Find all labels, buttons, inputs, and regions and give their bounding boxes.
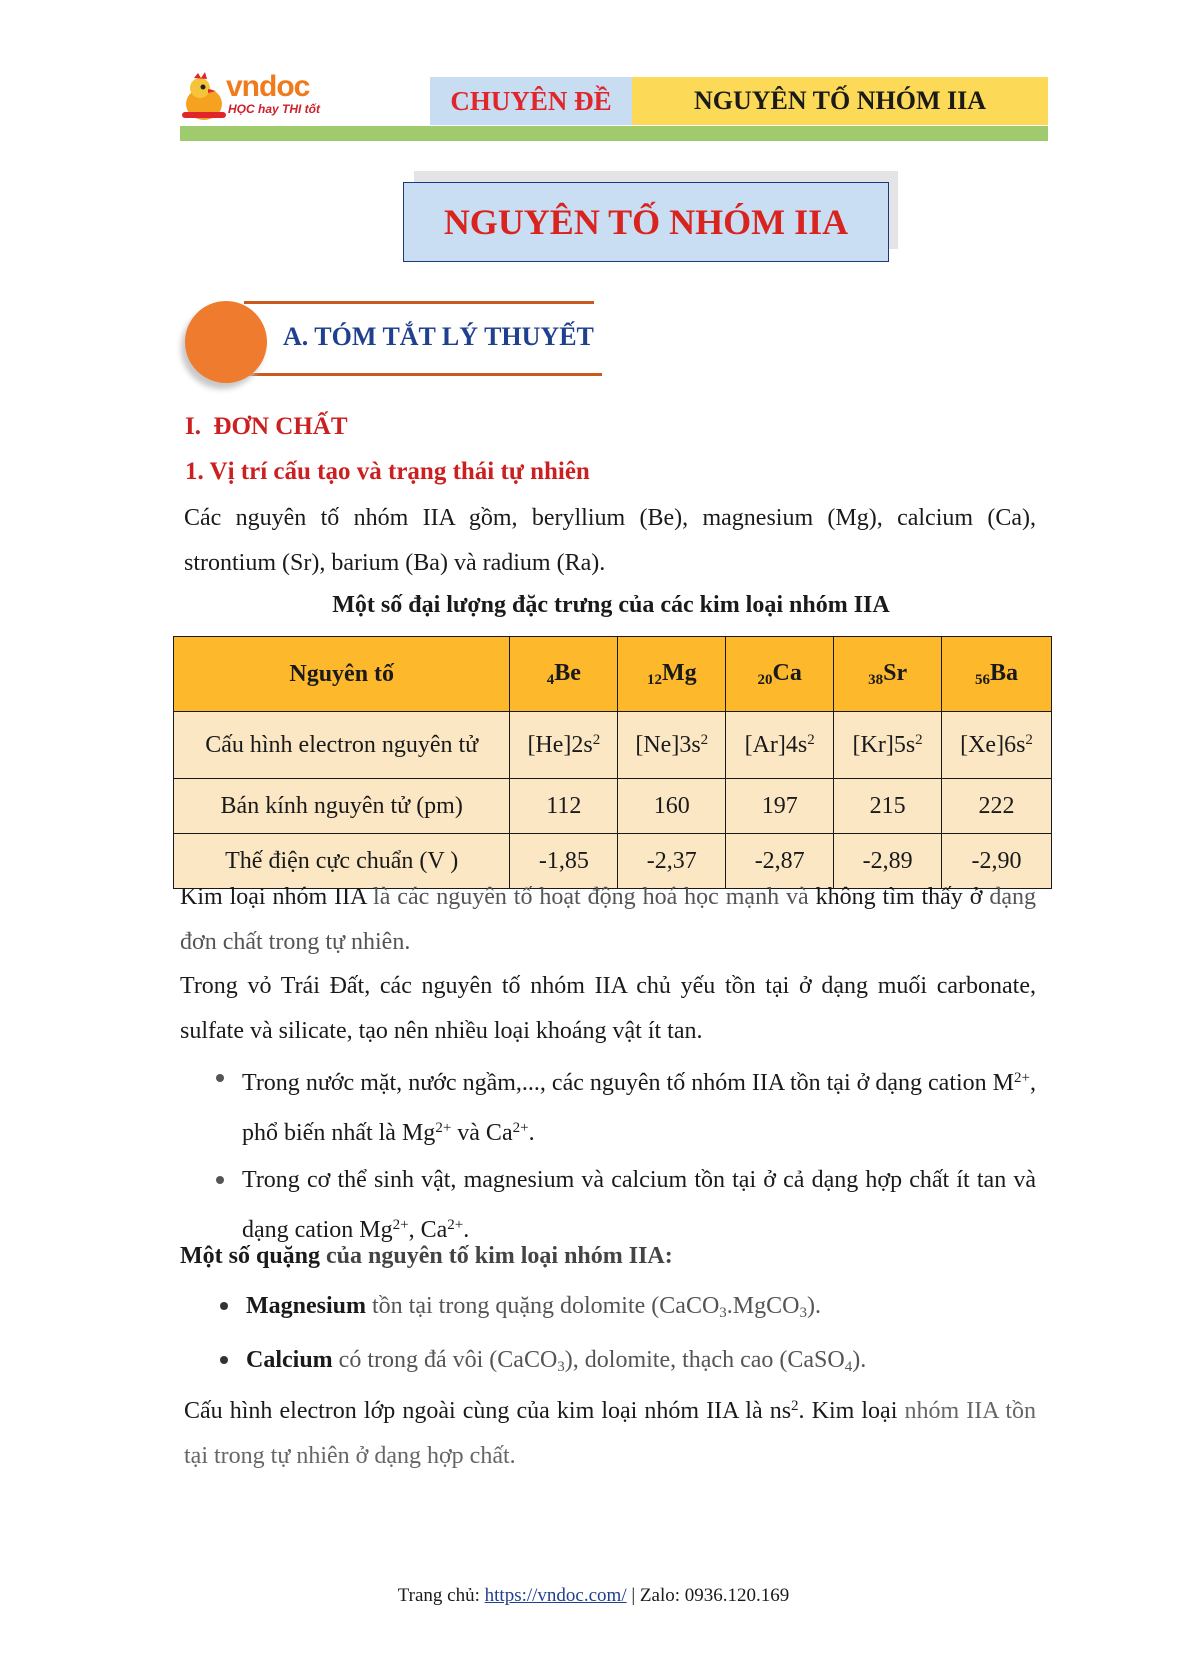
bullet-icon bbox=[220, 1356, 228, 1364]
logo-slogan: HỌC hay THI tốt bbox=[228, 102, 320, 116]
table-cell: -1,85 bbox=[510, 834, 618, 889]
list-item: Calcium có trong đá vôi (CaCO$_3$), dolomite, thạch cao (CaSO$_4$). bbox=[218, 1338, 1040, 1390]
section-circle-icon bbox=[185, 301, 267, 383]
homepage-link[interactable]: https://vndoc.com/ bbox=[484, 1585, 627, 1606]
page-title: NGUYÊN TỐ NHÓM IIA bbox=[403, 182, 889, 262]
element-cell: $_4$Be bbox=[510, 637, 618, 712]
topic-label: NGUYÊN TỐ NHÓM IIA bbox=[632, 77, 1048, 125]
table-cell: -2,89 bbox=[834, 834, 942, 889]
table-cell: 222 bbox=[942, 779, 1052, 834]
table-cell: -2,37 bbox=[618, 834, 726, 889]
table-cell: $[Kr]5s^2$ bbox=[834, 712, 942, 779]
occurrence-list bbox=[214, 1056, 1036, 1255]
table-cell: $[Ne]3s^2$ bbox=[618, 712, 726, 779]
heading-vi-tri: 1. Vị trí cấu tạo và trạng thái tự nhiên bbox=[185, 458, 590, 485]
table-cell: -2,87 bbox=[726, 834, 834, 889]
section-heading: A. TÓM TẮT LÝ THUYẾT bbox=[283, 322, 594, 351]
table-cell: $[He]2s^2$ bbox=[510, 712, 618, 779]
table-cell: 215 bbox=[834, 779, 942, 834]
section-line-bottom bbox=[244, 373, 602, 376]
table-header-row bbox=[174, 637, 1052, 712]
bullet-icon bbox=[216, 1176, 224, 1184]
table-cell: 112 bbox=[510, 779, 618, 834]
page-footer: Trang chủ: https://vndoc.com/ | Zalo: 0936.120.169 bbox=[397, 1585, 790, 1606]
properties-table bbox=[173, 636, 1052, 889]
table-row bbox=[174, 779, 1052, 834]
row-label: Bán kính nguyên tử (pm) bbox=[174, 779, 510, 834]
table-caption: Một số đại lượng đặc trưng của các kim loại nhóm IIA bbox=[332, 592, 890, 618]
chuyen-de-label: CHUYÊN ĐỀ bbox=[430, 77, 632, 125]
logo-text: vndoc bbox=[226, 70, 310, 103]
ores-list bbox=[218, 1284, 1040, 1392]
row-label: Cấu hình electron nguyên tử bbox=[174, 712, 510, 779]
ores-heading: Một số quặng của nguyên tố kim loại nhóm IIA: bbox=[180, 1243, 673, 1269]
table-cell: -2,90 bbox=[942, 834, 1052, 889]
list-item: Magnesium tồn tại trong quặng dolomite (CaCO$_3$.MgCO$_3$). bbox=[218, 1284, 1040, 1336]
table-cell: $[Ar]4s^2$ bbox=[726, 712, 834, 779]
intro-paragraph: Các nguyên tố nhóm IIA gồm, beryllium (Be), magnesium (Mg), calcium (Ca), strontium (Sr), barium (Ba) và radium (Ra). bbox=[184, 505, 1036, 576]
table-cell: $[Xe]6s^2$ bbox=[942, 712, 1052, 779]
element-cell: $_{56}$Ba bbox=[942, 637, 1052, 712]
element-cell: $_{38}$Sr bbox=[834, 637, 942, 712]
element-cell: $_{20}$Ca bbox=[726, 637, 834, 712]
bullet-icon bbox=[220, 1302, 228, 1310]
paragraph-earth-crust: Trong vỏ Trái Đất, các nguyên tố nhóm IIA chủ yếu tồn tại ở dạng muối carbonate, sulfate và silicate, tạo nên nhiều loại khoáng vật ít tan. bbox=[180, 973, 1036, 1044]
rooster-mascot-icon bbox=[178, 72, 230, 124]
list-item: Trong nước mặt, nước ngầm,..., các nguyên tố nhóm IIA tồn tại ở dạng cation $M^{2+}$, phổ biến nhất là $Mg^{2+}$ và $Ca^{2+}$. bbox=[214, 1056, 1036, 1156]
table-cell: 197 bbox=[726, 779, 834, 834]
section-line-top bbox=[244, 301, 594, 304]
header-divider bbox=[180, 126, 1048, 141]
row-label: Thế điện cực chuẩn (V ) bbox=[174, 834, 510, 889]
paragraph-electron-config: Cấu hình electron lớp ngoài cùng của kim loại nhóm IIA là $ns^2$. Kim loại nhóm IIA tồn tại trong tự nhiên ở dạng hợp chất. bbox=[184, 1398, 1037, 1469]
list-item: Trong cơ thể sinh vật, magnesium và calcium tồn tại ở cả dạng hợp chất ít tan và dạng cation $Mg^{2+}$, $Ca^{2+}$. bbox=[214, 1158, 1036, 1253]
bullet-icon bbox=[216, 1074, 224, 1082]
heading-don-chat: I. ĐƠN CHẤT bbox=[185, 413, 348, 440]
table-cell: 160 bbox=[618, 779, 726, 834]
col-header: Nguyên tố bbox=[174, 637, 510, 712]
element-cell: $_{12}$Mg bbox=[618, 637, 726, 712]
table-row bbox=[174, 712, 1052, 779]
paragraph-reactivity: Kim loại nhóm IIA là các nguyên tố hoạt động hoá học mạnh và không tìm thấy ở dạng đơn chất trong tự nhiên. bbox=[180, 884, 1037, 955]
